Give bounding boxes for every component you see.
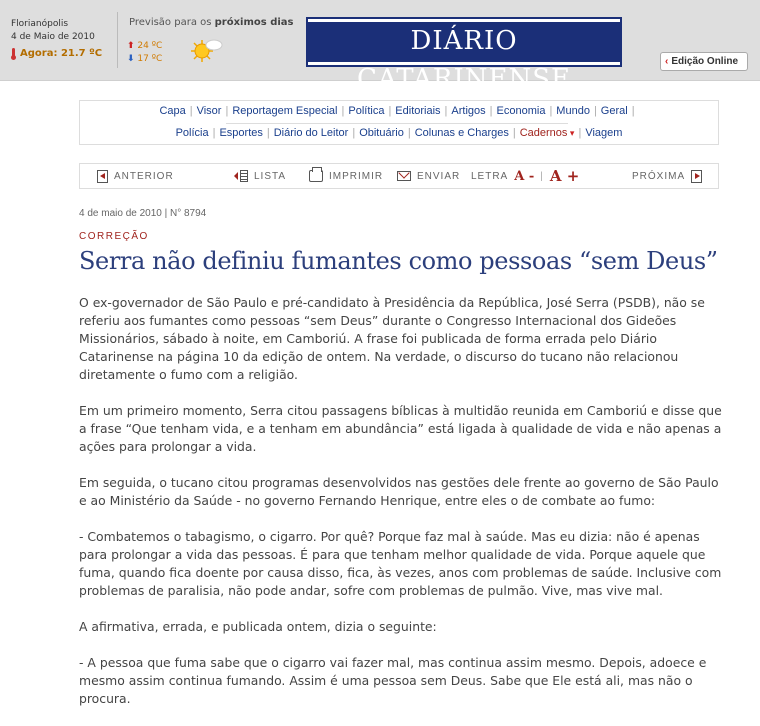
nav-policia[interactable]: Polícia: [175, 127, 209, 139]
enviar-button[interactable]: [397, 164, 460, 188]
arrow-left-icon: [97, 170, 108, 183]
forecast-prefix: Previsão para os: [129, 17, 212, 28]
envelope-icon: [397, 171, 411, 181]
nav-reportagem-especial[interactable]: Reportagem Especial: [232, 105, 338, 117]
nav-cadernos-dropdown[interactable]: Cadernos ▾: [520, 127, 575, 139]
anterior-button[interactable]: [97, 164, 174, 188]
temp-min: 17 ºC: [137, 54, 163, 64]
letra-label: LETRA: [471, 170, 509, 182]
nav-esportes[interactable]: Esportes: [219, 127, 263, 139]
arrow-right-icon: [691, 170, 702, 183]
font-decrease-button[interactable]: A -: [514, 168, 535, 184]
article-paragraph: Em seguida, o tucano citou programas desenvolvidos nas gestões dele frente ao governo de São Paulo e ao Ministério da Saúde - no governo Fernando Henrique, entre eles o de combate ao fumo:: [79, 475, 719, 508]
enviar-label: ENVIAR: [417, 170, 461, 182]
nav-diario-do-leitor[interactable]: Diário do Leitor: [273, 127, 349, 139]
article-paragraph: O ex-governador de São Paulo e pré-candidato à Presidência da República, José Serra (PSDB), não se referiu aos fumantes como pessoas “sem Deus” durante o Congresso Internacional dos Gideões Missionários, sábado à noite, em Camboriú. A frase foi publicada de forma errada pelo Diário Catarinense na página 10 da edição de ontem. Na verdade, o discurso do tucano não relacionou diretamente o fumo com a religião.: [79, 295, 705, 382]
nav-row-2: Polícia | Esportes | Diário do Leitor | Obituário | Colunas e Charges | Cadernos ▾ | Viagem: [80, 127, 718, 139]
arrow-down-icon: ⬇: [127, 54, 135, 64]
section-nav: [79, 100, 719, 145]
article-paragraph: - Combatemos o tabagismo, o cigarro. Por quê? Porque faz mal à saúde. Mas eu dizia: não é apenas para prolongar a vida das pessoas. É para que tenham melhor qualidade de vida. Porque aquele que fuma, quando fica doente por causa disso, fica, às vezes, anos com problemas de saúde. Inclusive com problemas de paralisia, não pode andar, sofre com problemas de pulmão. Vive, mas vive mal.: [79, 529, 722, 598]
article-title: Serra não definiu fumantes como pessoas “sem Deus”: [79, 247, 718, 275]
weather-forecast-title: [129, 17, 294, 28]
nav-visor[interactable]: Visor: [196, 105, 222, 117]
nav-colunas-e-charges[interactable]: Colunas e Charges: [414, 127, 509, 139]
weather-date: 4 de Maio de 2010: [11, 32, 95, 42]
proxima-label: PRÓXIMA: [632, 170, 686, 182]
lista-button[interactable]: [234, 164, 286, 188]
temp-max: 24 ºC: [137, 41, 163, 51]
printer-icon: [309, 170, 323, 182]
site-header: [0, 0, 760, 94]
edicao-online-button[interactable]: [660, 52, 748, 71]
article-toolbar: [79, 163, 719, 189]
nav-mundo[interactable]: Mundo: [556, 105, 590, 117]
site-logo[interactable]: DIÁRIO CATARINENSE: [308, 19, 620, 65]
list-icon: [234, 170, 248, 182]
article-body: [79, 294, 724, 726]
article-date: 4 de maio de 2010 | N° 8794: [79, 208, 207, 219]
nav-obituario[interactable]: Obituário: [359, 127, 404, 139]
thermometer-icon: [11, 48, 16, 60]
weather-current: [11, 18, 102, 60]
imprimir-label: IMPRIMIR: [329, 170, 384, 182]
article-kicker: CORREÇÃO: [79, 231, 149, 242]
weather-now-label: Agora:: [20, 48, 58, 59]
nav-editoriais[interactable]: Editoriais: [395, 105, 441, 117]
nav-geral[interactable]: Geral: [600, 105, 628, 117]
weather-city: Florianópolis: [11, 19, 69, 29]
anterior-label: ANTERIOR: [114, 170, 174, 182]
imprimir-button[interactable]: [309, 164, 383, 188]
article-paragraph: - A pessoa que fuma sabe que o cigarro vai fazer mal, mas continua assim mesmo. Depois, adoece e mesmo assim continua fumando. Assim é uma pessoa sem Deus. Sabe que Ele está ali, mas não o procura.: [79, 655, 707, 706]
letra-controls: LETRA A - | A +: [471, 167, 580, 185]
edicao-online-label: Edição Online: [671, 56, 739, 67]
nav-divider: [226, 123, 568, 124]
nav-row-1: Capa | Visor | Reportagem Especial | Política | Editoriais | Artigos | Economia | Mundo | Geral |: [159, 105, 635, 117]
sun-cloud-icon: [188, 36, 224, 66]
weather-forecast-temps: [127, 40, 162, 66]
weather-now: [11, 47, 102, 60]
nav-economia[interactable]: Economia: [496, 105, 546, 117]
header-divider: [117, 12, 118, 68]
nav-politica[interactable]: Política: [348, 105, 385, 117]
article-paragraph: A afirmativa, errada, e publicada ontem, dizia o seguinte:: [79, 619, 437, 634]
chevron-left-icon: ‹: [665, 56, 669, 67]
weather-now-value: 21.7 ºC: [60, 48, 103, 59]
proxima-button[interactable]: [632, 164, 702, 188]
forecast-bold: próximos dias: [214, 17, 294, 28]
article-paragraph: Em um primeiro momento, Serra citou passagens bíblicas à multidão reunida em Camboriú e disse que a frase “Que tenham vida, e a tenham em abundância” está ligada à qualidade de vida e não apenas a ações para prolongar a vida.: [79, 403, 722, 454]
font-increase-button[interactable]: A +: [549, 167, 580, 185]
nav-capa[interactable]: Capa: [159, 105, 186, 117]
nav-artigos[interactable]: Artigos: [451, 105, 486, 117]
lista-label: LISTA: [254, 170, 287, 182]
arrow-up-icon: ⬆: [127, 41, 135, 51]
nav-viagem[interactable]: Viagem: [585, 127, 623, 139]
